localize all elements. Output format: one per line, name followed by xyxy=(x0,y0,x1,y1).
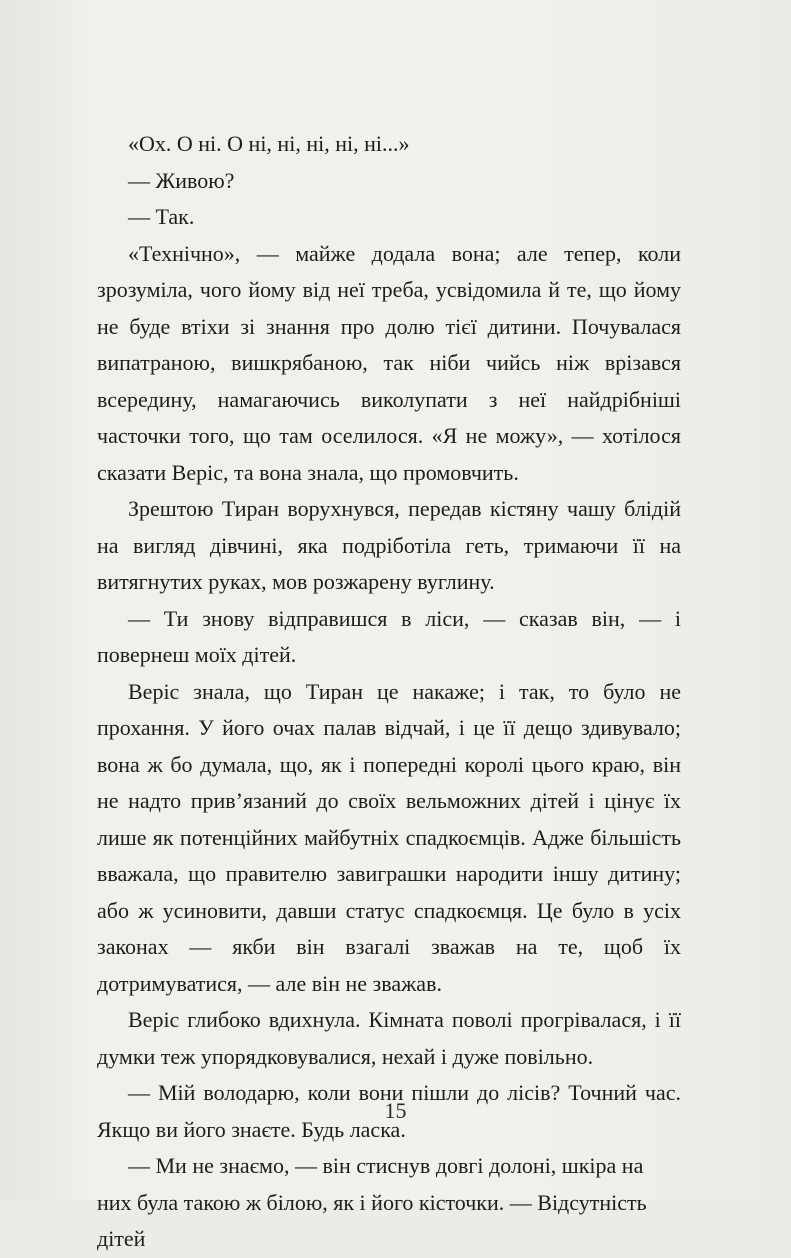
paragraph: — Ми не знаємо, — він стиснув довгі долоні, шкіра на них була такою ж білою, як і його кісточки. — Відсутність дітей xyxy=(97,1153,647,1251)
paragraph: «Ох. О ні. О ні, ні, ні, ні, ні...» xyxy=(128,131,410,156)
body-text xyxy=(97,126,681,1258)
paragraph: — Ти знову відправишся в ліси, — сказав він, — і повернеш моїх дітей. xyxy=(97,605,681,667)
page-number: 15 xyxy=(384,1098,407,1123)
paragraph: — Мій володарю, коли вони пішли до лісів? Точний час. Якщо ви його знаєте. Будь ласка. xyxy=(97,1080,681,1142)
paragraph: — Так. xyxy=(128,204,195,229)
paragraph: — Живою? xyxy=(128,167,235,193)
paragraph: Веріс знала, що Тиран це накаже; і так, то було не прохання. У його очах палав відчай, і це її дещо здивувало; вона ж бо думала, що, як і попередні королі цього краю, він не надто прив’язаний до своїх вельможних дітей і цінує їх лише як потенційних майбутніх спадкоємців. Адже більшість вважала, що правителю завиграшки народити іншу дитину; або ж усиновити, давши статус спадкоємця. Це було в усіх законах — якби він взагалі зважав на те, щоб їх дотримуватися, — але він не зважав. xyxy=(97,678,681,996)
paragraph: «Технічно», — майже додала вона; але тепер, коли зрозуміла, чого йому від неї треба, усвідомила й те, що йому не буде втіхи зі знання про долю тієї дитини. Почувалася випатраною, вишкрябаною, так ніби чийсь ніж врізався всередину, намагаючись виколупати з неї найдрібніші часточки того, що там оселилося. «Я не можу», — хотілося сказати Веріс, та вона знала, що промовчить. xyxy=(97,240,681,485)
paragraph: Веріс глибоко вдихнула. Кімната поволі прогрівалася, і її думки теж упорядковувалися, нехай і дуже повільно. xyxy=(97,1007,681,1069)
paragraph: Зрештою Тиран ворухнувся, передав кістяну чашу блідій на вигляд дівчині, яка подріботіла геть, тримаючи її на витягнутих руках, мов розжарену вуглину. xyxy=(97,496,681,594)
